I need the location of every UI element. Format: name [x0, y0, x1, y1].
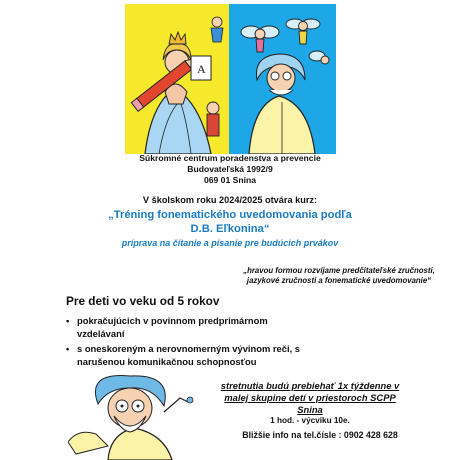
- svg-text:A: A: [197, 62, 206, 76]
- address-line-3: 069 01 Snina: [203, 175, 257, 185]
- bullet-item-speech: [66, 343, 396, 368]
- bullet-dot-icon: •: [66, 343, 70, 354]
- school-year-heading: V školskom roku 2024/2025 otvára kurz:: [142, 195, 318, 205]
- bullet-item-preprimary: [66, 315, 396, 340]
- course-title-line-2: D.B. Eľkonina“: [190, 223, 270, 235]
- old-wizard-and-fairies-illustration: [229, 4, 336, 154]
- address-line-2: Budovateľská 1992/9: [187, 164, 273, 174]
- bullet-text-line-1: s oneskoreným a nerovnomerným vývinom reči, s: [77, 343, 301, 354]
- address-line-1: Súkromné centrum poradenstva a prevencie: [139, 153, 321, 163]
- course-subtitle: príprava na čítanie a písanie pre budúcich prvákov: [121, 238, 339, 248]
- bullet-text-line-2: vzdelávaní: [77, 327, 125, 339]
- course-quote: „hravou formou rozvíjame predčitateľské zručnosti, jazykové zručnosti a fonematické uvedomovanie“: [243, 266, 435, 286]
- bullet-text-line-2: narušenou komunikačnou schopnosťou: [77, 355, 257, 367]
- course-title-line-1: „Tréning fonematického uvedomovania podľa: [108, 209, 352, 221]
- age-heading: Pre deti vo veku od 5 rokov: [66, 294, 220, 308]
- fairy-tale-characters-illustration: [125, 4, 229, 154]
- meetings-info: stretnutia budú prebiehať 1x týždenne v malej skupine detí v priestoroch SCPP Snina: [220, 380, 400, 416]
- bullet-text-line-1: pokračujúcich v povinnom predprimárnom: [77, 315, 268, 326]
- bullet-dot-icon: •: [66, 315, 70, 326]
- lesson-info: 1 hod. - výcviku 10e.: [270, 416, 350, 425]
- old-wizard-illustration: [68, 372, 208, 460]
- contact-info: Bližšie info na tel.čísle : 0902 428 628: [242, 430, 398, 440]
